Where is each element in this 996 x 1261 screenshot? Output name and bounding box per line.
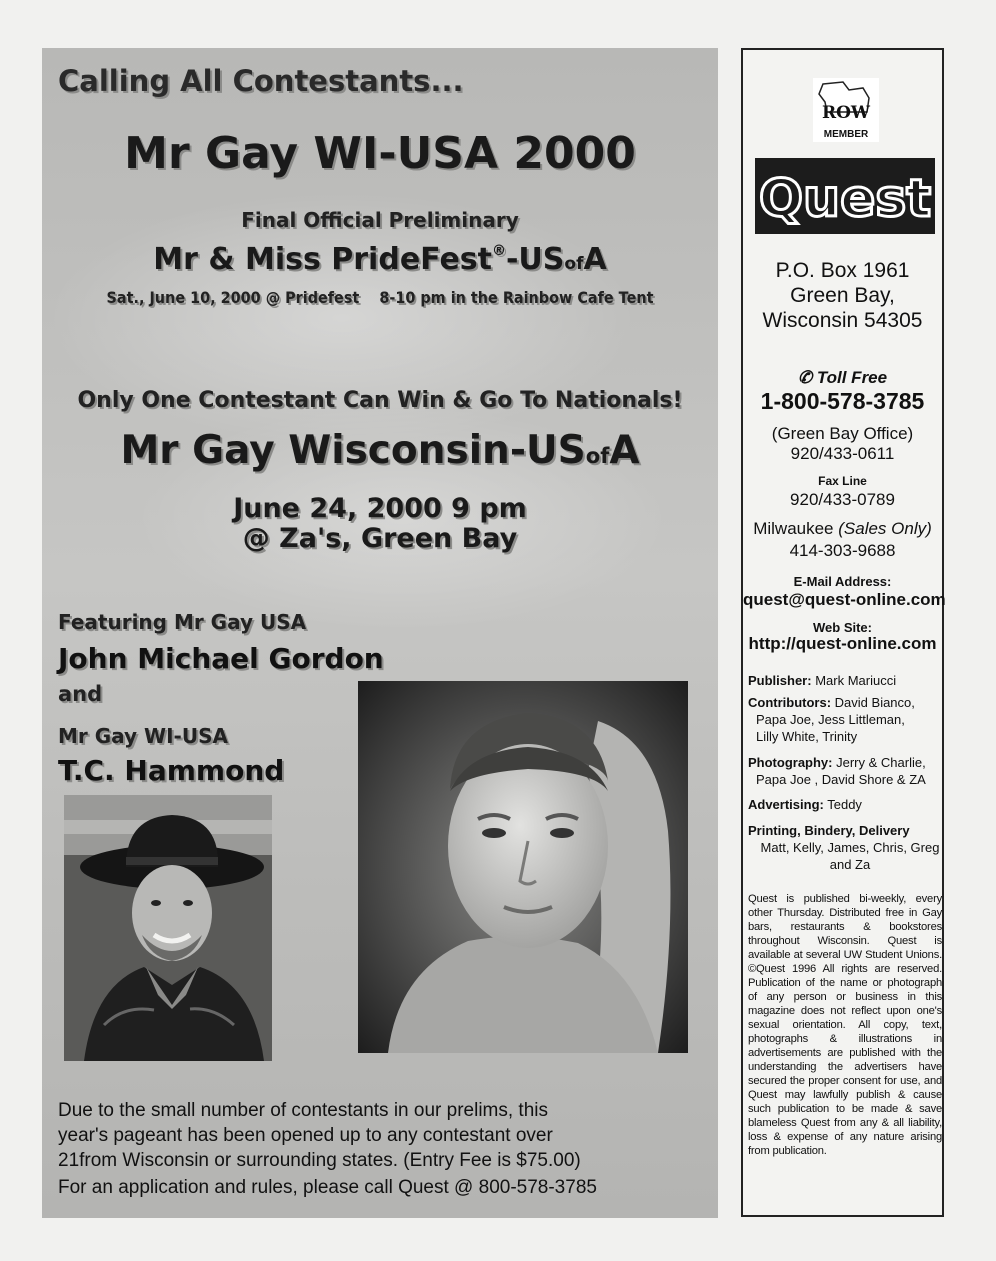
milwaukee-note: (Sales Only) bbox=[838, 519, 932, 538]
email-address: quest@quest-online.com bbox=[743, 590, 946, 609]
featured-name-1: John Michael Gordon bbox=[58, 642, 384, 675]
printing-label: Printing, Bindery, Delivery bbox=[748, 823, 910, 838]
preliminary-date-line bbox=[76, 288, 684, 307]
event1-title: Mr Gay WI-USA 2000 bbox=[124, 128, 636, 179]
printing-names: and Za bbox=[829, 857, 871, 872]
milwaukee-office bbox=[743, 518, 942, 562]
application-call-line: For an application and rules, please call Quest @ 800-578-3785 bbox=[58, 1177, 597, 1198]
milwaukee-number: 414-303-9688 bbox=[789, 541, 896, 560]
publisher-label: Publisher: bbox=[748, 673, 812, 688]
event2-title bbox=[42, 428, 718, 473]
preliminary-date: Sat., June 10, 2000 @ Pridefest bbox=[106, 288, 360, 307]
masthead-sidebar bbox=[741, 48, 944, 1217]
advertising-name: Teddy bbox=[827, 797, 862, 812]
quest-wordmark-icon bbox=[755, 158, 935, 234]
toll-free-label-text: Toll Free bbox=[816, 368, 888, 387]
email-label: E-Mail Address: bbox=[793, 574, 892, 589]
pridefest-suffix-a: -US bbox=[505, 242, 565, 277]
photo-john-michael-gordon bbox=[358, 681, 688, 1053]
advertising-credit bbox=[748, 796, 944, 813]
final-event-details bbox=[42, 494, 718, 554]
publisher-name: Mark Mariucci bbox=[815, 673, 897, 688]
website-label: Web Site: bbox=[813, 620, 872, 635]
preliminary-label: Final Official Preliminary bbox=[241, 208, 519, 232]
mailing-address bbox=[743, 258, 942, 333]
and-label: and bbox=[58, 682, 103, 706]
pridefest-title bbox=[42, 242, 718, 277]
contributors-names: Papa Joe, Jess Littleman, bbox=[756, 712, 905, 727]
quest-logo-text: Quest bbox=[758, 169, 932, 229]
cowboy-portrait-icon bbox=[64, 795, 272, 1061]
final-venue: @ Za's, Green Bay bbox=[242, 523, 518, 554]
publisher-credit bbox=[748, 672, 944, 689]
green-bay-office bbox=[743, 424, 942, 464]
featured-name-2: T.C. Hammond bbox=[58, 754, 285, 787]
pridefest-suffix-b: A bbox=[583, 242, 607, 277]
featuring-label: Featuring Mr Gay USA bbox=[58, 610, 307, 634]
eligibility-blurb bbox=[58, 1098, 581, 1173]
featuring-label-2: Mr Gay WI-USA bbox=[58, 724, 228, 748]
pridefest-name: Mr & Miss PrideFest bbox=[153, 242, 492, 277]
blurb-line: 21from Wisconsin or surrounding states. (Entry Fee is $75.00) bbox=[58, 1150, 581, 1171]
toll-free-label bbox=[743, 368, 942, 388]
pridefest-suffix-of: of bbox=[564, 254, 584, 274]
contributors-label: Contributors: bbox=[748, 695, 832, 710]
photo-tc-hammond bbox=[64, 795, 272, 1061]
photography-credit bbox=[748, 754, 944, 788]
registered-mark: ® bbox=[491, 243, 506, 259]
photography-label: Photography: bbox=[748, 755, 833, 770]
contributors-names: Lilly White, Trinity bbox=[756, 729, 858, 744]
address-line: Green Bay, bbox=[790, 284, 895, 307]
green-bay-office-number: 920/433-0611 bbox=[790, 444, 895, 463]
photography-names: Jerry & Charlie, bbox=[836, 755, 926, 770]
calling-contestants-headline: Calling All Contestants... bbox=[58, 64, 464, 98]
event2-title-b: A bbox=[609, 428, 640, 473]
row-member-text: MEMBER bbox=[823, 129, 869, 140]
contributors-credit bbox=[748, 694, 944, 745]
row-member-logo bbox=[813, 78, 879, 142]
photography-names: Papa Joe , David Shore & ZA bbox=[756, 772, 926, 787]
wisconsin-map-icon bbox=[813, 78, 879, 142]
printing-names: Matt, Kelly, James, Chris, Greg bbox=[760, 840, 940, 855]
phone-icon: ✆ bbox=[797, 368, 817, 387]
blurb-line: year's pageant has been opened up to any contestant over bbox=[58, 1125, 553, 1146]
blurb-line: Due to the small number of contestants in our prelims, this bbox=[58, 1100, 549, 1121]
advertising-label: Advertising: bbox=[748, 797, 824, 812]
event2-title-of: of bbox=[585, 444, 610, 468]
preliminary-time-place: 8-10 pm in the Rainbow Cafe Tent bbox=[379, 288, 654, 307]
event2-title-a: Mr Gay Wisconsin-US bbox=[120, 428, 586, 473]
website-url: http://quest-online.com bbox=[748, 634, 937, 653]
row-logo-text: ROW bbox=[821, 103, 871, 123]
final-date: June 24, 2000 9 pm bbox=[233, 493, 527, 524]
printing-credit bbox=[748, 822, 944, 873]
legal-notice: Quest is published bi-weekly, every other Thursday. Distributed free in Gay bars, restaurants & bookstores throughout Wisconsin. Quest is available at several UW Student Unions. ©Quest 1996 All rights are reserved. Publication of the name or photograph of any person or business in this magazine does not reflect upon one's sexual orientation. All copy, text, photographs & illustrations in advertisements are published with the understanding the advertisers have secured the proper consent for use, and Quest may lawfully publish & cause such publication to be made & save blameless Quest from any & all liability, loss & expense of any nature arising from publication. bbox=[748, 893, 942, 1157]
fax-number: 920/433-0789 bbox=[790, 490, 895, 509]
address-line: P.O. Box 1961 bbox=[775, 259, 910, 282]
quest-logo bbox=[755, 158, 935, 234]
headshot-portrait-icon bbox=[358, 681, 688, 1053]
toll-free-number: 1-800-578-3785 bbox=[760, 388, 925, 414]
pageant-ad bbox=[42, 48, 718, 1218]
green-bay-office-label: (Green Bay Office) bbox=[771, 424, 914, 443]
address-line: Wisconsin 54305 bbox=[762, 309, 923, 332]
only-one-winner-line: Only One Contestant Can Win & Go To Nationals! bbox=[77, 388, 683, 413]
milwaukee-label: Milwaukee bbox=[753, 519, 834, 538]
fax-label: Fax Line bbox=[818, 474, 867, 488]
contributors-names: David Bianco, bbox=[834, 695, 915, 710]
